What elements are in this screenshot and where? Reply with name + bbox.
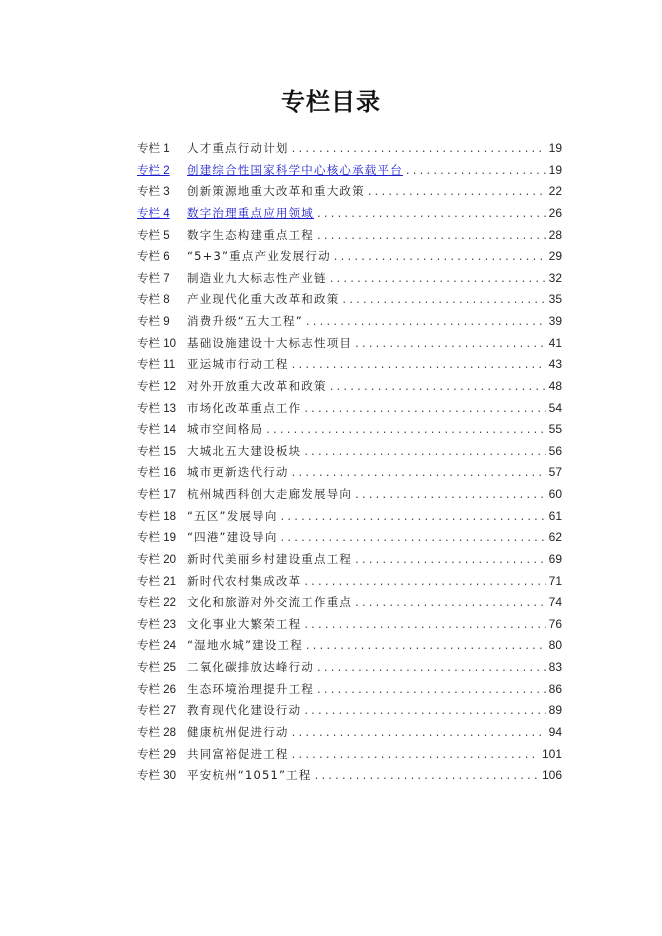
toc-entry-label: 新时代美丽乡村建设重点工程 [187,551,353,566]
toc-entry-label: 创建综合性国家科学中心核心承载平台 [187,162,403,177]
dot-leader [281,527,546,549]
toc-entry-label: 人才重点行动计划 [187,141,289,155]
toc-entry[interactable] [137,441,562,463]
toc-entry-page: 19 [548,162,562,177]
toc-entry-label: 健康杭州促进行动 [187,724,289,739]
dot-leader [304,441,545,463]
toc-entry-number: 专栏 3 [137,186,170,199]
toc-entry-label: 杭州城西科创大走廊发展导向 [187,487,353,501]
toc-entry[interactable] [137,484,562,506]
toc-entry-page: 86 [548,681,562,696]
dot-leader [317,225,546,247]
toc-entry-number: 专栏 23 [137,618,176,631]
toc-entry-number: 专栏 7 [137,272,170,285]
toc-entry-page: 71 [548,573,562,588]
toc-entry-page: 74 [548,595,562,610]
toc-entry-page: 89 [548,703,562,718]
toc-entry-number: 专栏 15 [137,445,176,458]
toc-entry-number: 专栏 8 [137,294,170,307]
toc-entry-page: 83 [548,660,562,674]
toc-entry[interactable] [137,744,562,766]
toc-entry-label: 制造业九大标志性产业链 [187,270,327,285]
toc-entry-number: 专栏 22 [137,597,176,610]
toc-entry-number: 专栏 30 [137,770,176,783]
dot-leader [355,592,546,614]
toc-entry[interactable] [137,635,562,657]
toc-entry-number: 专栏 21 [137,575,176,588]
toc-entry-page: 62 [548,530,562,545]
toc-entry[interactable] [137,246,562,268]
toc-entry[interactable] [137,765,562,787]
dot-leader [368,181,546,203]
toc-entry-page: 101 [541,746,562,761]
dot-leader [266,419,545,441]
dot-leader [317,657,546,679]
toc-entry-page: 39 [548,314,562,328]
toc-entry[interactable] [137,333,562,355]
dot-leader [315,765,539,787]
dot-leader [342,289,545,311]
toc-entry-number: 专栏 27 [137,705,176,718]
dot-leader [355,333,546,355]
toc-entry-label: 对外开放重大改革和政策 [187,378,327,393]
toc-entry-page: 48 [548,378,562,393]
dot-leader [292,138,546,160]
toc-entry-page: 60 [548,487,562,501]
dot-leader [406,160,546,182]
toc-entry-label: 文化事业大繁荣工程 [187,616,302,631]
toc-entry-label: 数字治理重点应用领域 [187,205,314,220]
toc-entry-number: 专栏 2 [137,164,170,177]
toc-entry-page: 26 [548,205,562,220]
toc-entry[interactable] [137,462,562,484]
toc-entry-number: 专栏 26 [137,683,176,696]
toc-entry[interactable] [137,138,562,160]
dot-leader [304,614,545,636]
dot-leader [330,268,546,290]
dot-leader [306,635,546,657]
toc-entry-number: 专栏 28 [137,726,176,739]
toc-entry-label: 创新策源地重大改革和重大政策 [187,184,365,199]
toc-entry-number: 专栏 25 [137,662,176,674]
toc-entry[interactable] [137,311,562,333]
toc-entry-number: 专栏 19 [137,532,176,545]
toc-entry-page: 94 [548,724,562,739]
toc-entry-page: 43 [548,357,562,372]
toc-entry[interactable] [137,181,562,203]
toc-entry-number: 专栏 18 [137,510,176,523]
toc-entry-page: 57 [548,465,562,480]
toc-entry-page: 32 [548,270,562,285]
toc-entry-page: 19 [548,141,562,155]
toc-entry[interactable] [137,419,562,441]
toc-entry-label: “湿地水城”建设工程 [187,638,303,653]
dot-leader [304,571,545,593]
toc-entry-number: 专栏 16 [137,467,176,480]
toc-entry[interactable] [137,376,562,398]
toc-entry-label: “5+3”重点产业发展行动 [187,249,331,264]
toc-entry-page: 35 [548,292,562,307]
toc-entry[interactable] [137,700,562,722]
dot-leader [292,354,546,376]
toc-entry-page: 80 [548,638,562,653]
toc-entry[interactable] [137,527,562,549]
dot-leader [292,722,546,744]
toc-entry-page: 55 [548,422,562,437]
toc-entry-label: 大城北五大建设板块 [187,443,302,458]
toc-entry-page: 29 [548,249,562,264]
dot-leader [355,549,546,571]
dot-leader [306,311,546,333]
toc-entry-label: 二氧化碳排放达峰行动 [187,660,314,674]
dot-leader [304,398,545,420]
dot-leader [292,744,539,766]
toc-entry-label: 消费升级“五大工程” [187,314,303,328]
toc-entry[interactable] [137,614,562,636]
toc-entry-number: 专栏 10 [137,337,176,350]
toc-entry-label: 市场化改革重点工作 [187,400,302,415]
dot-leader [317,679,546,701]
toc-entry-number: 专栏 14 [137,424,176,437]
dot-leader [317,203,546,225]
dot-leader [292,462,546,484]
toc-entry[interactable] [137,592,562,614]
toc-entry-page: 22 [548,184,562,199]
toc-entry-label: 新时代农村集成改革 [187,573,302,588]
dot-leader [304,700,545,722]
toc-entry-label: 数字生态构建重点工程 [187,227,314,242]
toc-entry-number: 专栏 6 [137,251,170,264]
toc-entry[interactable] [137,203,562,225]
toc-entry-page: 28 [548,227,562,242]
toc-entry-number: 专栏 20 [137,553,176,566]
toc-entry[interactable] [137,268,562,290]
toc-entry[interactable] [137,657,562,679]
toc-entry-number: 专栏 11 [137,359,176,372]
toc-entry-page: 106 [541,768,562,783]
toc-entry-number: 专栏 24 [137,640,176,653]
dot-leader [330,376,546,398]
toc-entry-number: 专栏 5 [137,229,170,242]
toc-entry-label: 基础设施建设十大标志性项目 [187,335,353,350]
toc-entry[interactable] [137,506,562,528]
toc-entry-number: 专栏 9 [137,316,170,328]
toc-entry[interactable] [137,549,562,571]
toc-entry-label: 平安杭州“1051”工程 [187,768,312,783]
toc-entry[interactable] [137,722,562,744]
toc-entry-page: 61 [548,508,562,523]
toc-entry[interactable] [137,354,562,376]
dot-leader [281,506,546,528]
toc-entry-page: 76 [548,616,562,631]
toc-entry-label: 亚运城市行动工程 [187,357,289,372]
toc-entry-label: 文化和旅游对外交流工作重点 [187,595,353,610]
page-title: 专栏目录 [281,88,381,116]
toc-entry-label: “四港”建设导向 [187,530,278,545]
toc-entry-label: 教育现代化建设行动 [187,703,302,718]
toc-entry-label: 城市更新迭代行动 [187,465,289,480]
toc-entry[interactable] [137,571,562,593]
toc-entry-number: 专栏 12 [137,380,176,393]
toc-entry[interactable] [137,160,562,182]
toc-entry-page: 56 [548,443,562,458]
toc-entry-label: 产业现代化重大改革和政策 [187,292,340,307]
toc-entry[interactable] [137,398,562,420]
toc-entry-number: 专栏 4 [137,207,170,220]
dot-leader [355,484,546,506]
toc-entry-number: 专栏 1 [137,143,170,155]
toc-entry-page: 54 [548,400,562,415]
dot-leader [334,246,546,268]
toc-entry-number: 专栏 29 [137,748,176,761]
toc-entry-page: 69 [548,551,562,566]
toc-entry-number: 专栏 17 [137,489,176,501]
toc-entry-page: 41 [548,335,562,350]
toc-entry-label: “五区”发展导向 [187,508,278,523]
toc-entry[interactable] [137,289,562,311]
toc-entry-number: 专栏 13 [137,402,176,415]
toc-entry-label: 城市空间格局 [187,422,264,437]
toc-entry-label: 共同富裕促进工程 [187,746,289,761]
toc-entry-label: 生态环境治理提升工程 [187,681,314,696]
table-of-contents [137,138,562,787]
toc-entry[interactable] [137,679,562,701]
toc-entry[interactable] [137,225,562,247]
